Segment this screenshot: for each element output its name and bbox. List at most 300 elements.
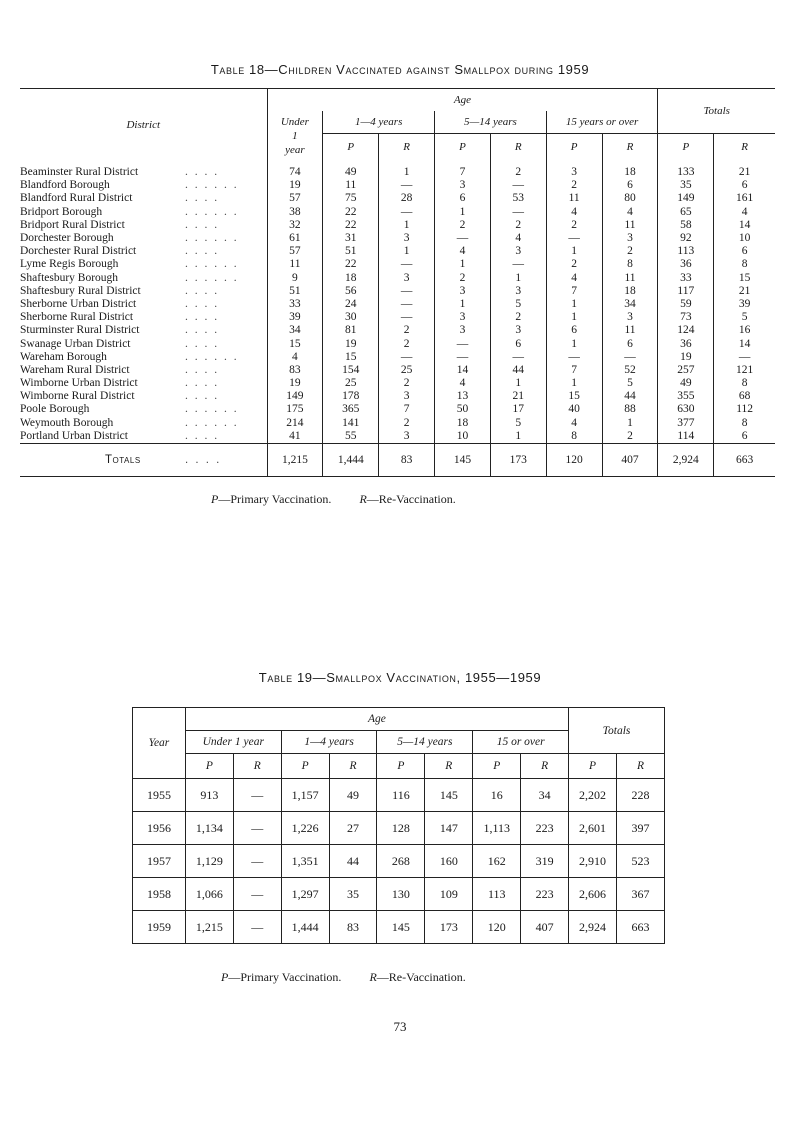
totals-header: Totals xyxy=(658,89,775,134)
district-name: Wimborne Urban District xyxy=(20,377,138,390)
leader-dots: . . . . . . xyxy=(185,403,239,416)
table-cell: 365 xyxy=(323,403,379,416)
table-cell: 1,066 xyxy=(185,878,233,911)
table-cell: 1,157 xyxy=(281,779,329,812)
leader-dots: . . . . xyxy=(185,324,220,337)
table-cell: 6 xyxy=(602,337,658,350)
table-cell: 22 xyxy=(323,219,379,232)
age-header: Age xyxy=(185,708,568,731)
leader-dots: . . . . . . xyxy=(185,232,239,245)
table-cell: 39 xyxy=(267,311,323,324)
table-cell: — xyxy=(379,298,435,311)
district-cell xyxy=(20,417,267,430)
table-cell: 9 xyxy=(267,272,323,285)
district-name: Wimborne Rural District xyxy=(20,390,135,403)
table-cell: 1 xyxy=(602,417,658,430)
table-cell: 1 xyxy=(546,311,602,324)
table-cell: 6 xyxy=(490,337,546,350)
table-cell: 18 xyxy=(323,272,379,285)
leader-dots: . . . . . . xyxy=(185,350,239,363)
table-cell: 116 xyxy=(377,779,425,812)
district-cell xyxy=(20,403,267,416)
table-cell: 21 xyxy=(490,390,546,403)
district-cell xyxy=(20,219,267,232)
district-name: Blandford Rural District xyxy=(20,192,133,205)
age-1-4-header: 1—4 years xyxy=(281,731,377,754)
table-cell: 1 xyxy=(546,337,602,350)
table-row xyxy=(20,179,775,192)
table-cell: 1 xyxy=(379,245,435,258)
district-cell xyxy=(20,232,267,245)
table-cell: 161 xyxy=(714,192,775,205)
table-cell: 2,202 xyxy=(569,779,617,812)
table-row xyxy=(20,192,775,205)
table-row xyxy=(20,364,775,377)
district-name: Swanage Urban District xyxy=(20,337,131,350)
district-cell xyxy=(20,272,267,285)
table-row xyxy=(20,324,775,337)
table-cell: 154 xyxy=(323,364,379,377)
table-cell: 5 xyxy=(490,298,546,311)
table-cell: 7 xyxy=(379,403,435,416)
district-cell xyxy=(20,351,267,364)
table-row xyxy=(133,779,665,812)
year-cell: 1955 xyxy=(133,779,186,812)
table-cell: 1,297 xyxy=(281,878,329,911)
table-cell: 2,601 xyxy=(569,812,617,845)
table-cell: — xyxy=(233,845,281,878)
table-cell: 41 xyxy=(267,430,323,444)
district-header: District xyxy=(20,89,267,161)
table-cell: 58 xyxy=(658,219,714,232)
r-header: R xyxy=(233,754,281,779)
table-cell: 1,129 xyxy=(185,845,233,878)
table-cell: 175 xyxy=(267,403,323,416)
p-header: P xyxy=(546,134,602,161)
district-name: Shaftesbury Borough xyxy=(20,271,119,284)
district-name: Weymouth Borough xyxy=(20,416,114,429)
table-cell: 1 xyxy=(546,377,602,390)
table-row xyxy=(20,311,775,324)
table-cell: 355 xyxy=(658,390,714,403)
table-cell: — xyxy=(233,878,281,911)
table-cell: — xyxy=(379,285,435,298)
table-cell: 57 xyxy=(267,245,323,258)
table-cell: 8 xyxy=(602,258,658,271)
table-cell: 10 xyxy=(714,232,775,245)
table-cell: 128 xyxy=(377,812,425,845)
leader-dots: . . . . . . xyxy=(185,271,239,284)
leader-dots: . . . . xyxy=(185,429,220,442)
table-cell: 3 xyxy=(379,272,435,285)
table-row xyxy=(20,245,775,258)
r-header: R xyxy=(617,754,665,779)
table-cell: 7 xyxy=(435,160,491,179)
r-header: R xyxy=(521,754,569,779)
table-cell: 145 xyxy=(377,911,425,944)
table-cell: 51 xyxy=(267,285,323,298)
table-row xyxy=(20,417,775,430)
table-cell: — xyxy=(435,232,491,245)
table-cell: 33 xyxy=(658,272,714,285)
leader-dots: . . . . xyxy=(185,390,220,403)
table-cell: 2,910 xyxy=(569,845,617,878)
district-cell xyxy=(20,298,267,311)
table-cell: 18 xyxy=(602,160,658,179)
table-cell: 3 xyxy=(602,311,658,324)
table-cell: 407 xyxy=(521,911,569,944)
table-cell: 6 xyxy=(602,179,658,192)
table-cell: 11 xyxy=(323,179,379,192)
table-cell: 1 xyxy=(379,219,435,232)
district-cell xyxy=(20,390,267,403)
leader-dots: . . . . xyxy=(185,297,220,310)
under-1-header: Under 1 year xyxy=(267,111,323,160)
district-name: Sturminster Rural District xyxy=(20,324,140,337)
table-cell: 1,113 xyxy=(473,812,521,845)
district-cell xyxy=(20,245,267,258)
table-cell: 81 xyxy=(323,324,379,337)
table-cell: — xyxy=(490,179,546,192)
table-cell: 33 xyxy=(267,298,323,311)
table-cell: 109 xyxy=(425,878,473,911)
table-cell: — xyxy=(233,812,281,845)
year-cell: 1956 xyxy=(133,812,186,845)
table-cell: 913 xyxy=(185,779,233,812)
totals-cell: 83 xyxy=(379,454,435,477)
table-cell: 2 xyxy=(490,219,546,232)
totals-cell: 1,444 xyxy=(323,454,379,477)
district-name: Shaftesbury Rural District xyxy=(20,284,141,297)
table-cell: 3 xyxy=(602,232,658,245)
table-cell: 49 xyxy=(323,160,379,179)
age-5-14-header: 5—14 years xyxy=(377,731,473,754)
table-cell: 15 xyxy=(267,337,323,350)
table-cell: 133 xyxy=(658,160,714,179)
table-cell: 55 xyxy=(323,430,379,444)
table-row xyxy=(20,403,775,416)
p-header: P xyxy=(281,754,329,779)
table-cell: — xyxy=(490,258,546,271)
table-cell: 178 xyxy=(323,390,379,403)
table-cell: 1,215 xyxy=(185,911,233,944)
district-name: Bridport Borough xyxy=(20,205,103,218)
table-row xyxy=(20,377,775,390)
table-row xyxy=(133,911,665,944)
table-cell: 149 xyxy=(267,390,323,403)
table-cell: 5 xyxy=(602,377,658,390)
table-cell: 8 xyxy=(714,417,775,430)
totals-cell: 173 xyxy=(490,454,546,477)
table-cell: 24 xyxy=(323,298,379,311)
leader-dots: . . . . xyxy=(185,337,220,350)
table-row xyxy=(20,430,775,444)
table-cell: 92 xyxy=(658,232,714,245)
table-cell: 18 xyxy=(435,417,491,430)
table-cell: 22 xyxy=(323,258,379,271)
table-cell: 149 xyxy=(658,192,714,205)
district-name: Sherborne Rural District xyxy=(20,311,134,324)
table-cell: 223 xyxy=(521,878,569,911)
table-cell: 11 xyxy=(546,192,602,205)
table-cell: 83 xyxy=(267,364,323,377)
table-cell: 83 xyxy=(329,911,377,944)
table-cell: — xyxy=(379,311,435,324)
table-cell: 147 xyxy=(425,812,473,845)
table-cell: 1 xyxy=(490,377,546,390)
page-number: 73 xyxy=(393,1019,407,1034)
table-cell: 21 xyxy=(714,160,775,179)
table-cell: 7 xyxy=(546,364,602,377)
table-cell: 5 xyxy=(490,417,546,430)
r-header: R xyxy=(379,134,435,161)
table-cell: 52 xyxy=(602,364,658,377)
table-cell: 11 xyxy=(602,324,658,337)
table-cell: 15 xyxy=(714,272,775,285)
table-cell: 4 xyxy=(435,245,491,258)
table-cell: 4 xyxy=(546,272,602,285)
table-cell: 3 xyxy=(379,390,435,403)
table-cell: 34 xyxy=(521,779,569,812)
district-name: Beaminster Rural District xyxy=(20,166,139,179)
table-18-legend: P—Primary Vaccination. R—Re-Vaccination. xyxy=(211,492,456,506)
table-cell: 1,351 xyxy=(281,845,329,878)
table-cell: 663 xyxy=(617,911,665,944)
table-cell: 367 xyxy=(617,878,665,911)
table-cell: 141 xyxy=(323,417,379,430)
district-cell xyxy=(20,258,267,271)
table-18 xyxy=(20,88,775,477)
totals-cell: 120 xyxy=(546,454,602,477)
totals-cell: 663 xyxy=(714,454,775,477)
table-cell: 16 xyxy=(714,324,775,337)
table-cell: 6 xyxy=(714,245,775,258)
district-cell xyxy=(20,311,267,324)
totals-cell: 2,924 xyxy=(658,454,714,477)
table-cell: 130 xyxy=(377,878,425,911)
leader-dots: . . . . xyxy=(185,377,220,390)
table-cell: 11 xyxy=(267,258,323,271)
table-cell: 49 xyxy=(658,377,714,390)
table-cell: 1 xyxy=(546,298,602,311)
table-cell: 13 xyxy=(435,390,491,403)
table-cell: 38 xyxy=(267,206,323,219)
table-cell: 120 xyxy=(473,911,521,944)
table-cell: 56 xyxy=(323,285,379,298)
table-cell: 3 xyxy=(379,430,435,444)
table-cell: 117 xyxy=(658,285,714,298)
table-cell: 1 xyxy=(490,430,546,444)
age-1-4-header: 1—4 years xyxy=(323,111,435,134)
table-cell: 19 xyxy=(658,351,714,364)
table-cell: — xyxy=(490,351,546,364)
table-cell: 162 xyxy=(473,845,521,878)
table-cell: 4 xyxy=(546,417,602,430)
p-header: P xyxy=(323,134,379,161)
table-cell: 2 xyxy=(490,160,546,179)
table-row xyxy=(20,206,775,219)
district-name: Sherborne Urban District xyxy=(20,297,137,310)
district-cell xyxy=(20,377,267,390)
p-header: P xyxy=(377,754,425,779)
table-cell: 3 xyxy=(435,179,491,192)
age-5-14-header: 5—14 years xyxy=(435,111,547,134)
table-cell: 49 xyxy=(329,779,377,812)
table-cell: 2 xyxy=(602,430,658,444)
table-cell: 2,924 xyxy=(569,911,617,944)
table-19-legend: P—Primary Vaccination. R—Re-Vaccination. xyxy=(221,970,466,984)
table-cell: — xyxy=(602,351,658,364)
table-cell: 68 xyxy=(714,390,775,403)
leader-dots: . . . . xyxy=(185,284,220,297)
table-cell: 121 xyxy=(714,364,775,377)
table-cell: 3 xyxy=(546,160,602,179)
table-cell: 11 xyxy=(602,272,658,285)
table-row xyxy=(20,337,775,350)
table-cell: 53 xyxy=(490,192,546,205)
totals-row: Totals . . . . 1,215 1,444 83 145 173 120 407 2,924 663 xyxy=(20,454,775,477)
table-cell: 7 xyxy=(546,285,602,298)
table-cell: 2 xyxy=(379,337,435,350)
district-name: Dorchester Borough xyxy=(20,232,114,245)
table-cell: 1,444 xyxy=(281,911,329,944)
p-header: P xyxy=(435,134,491,161)
table-cell: 2 xyxy=(379,377,435,390)
table-cell: 6 xyxy=(546,324,602,337)
age-15-over-header: 15 years or over xyxy=(546,111,658,134)
leader-dots: . . . . xyxy=(185,166,220,179)
table-cell: 397 xyxy=(617,812,665,845)
table-cell: 11 xyxy=(602,219,658,232)
table-cell: 88 xyxy=(602,403,658,416)
table-cell: 523 xyxy=(617,845,665,878)
table-cell: 19 xyxy=(267,179,323,192)
table-cell: 17 xyxy=(490,403,546,416)
table-cell: — xyxy=(714,351,775,364)
table-cell: 14 xyxy=(714,219,775,232)
table-cell: 113 xyxy=(658,245,714,258)
leader-dots: . . . . . . xyxy=(185,258,239,271)
table-cell: 1,226 xyxy=(281,812,329,845)
table-cell: 145 xyxy=(425,779,473,812)
leader-dots: . . . . xyxy=(185,245,220,258)
table-cell: 6 xyxy=(714,430,775,444)
table-cell: 319 xyxy=(521,845,569,878)
table-cell: 25 xyxy=(379,364,435,377)
table-cell: — xyxy=(546,232,602,245)
table-cell: 65 xyxy=(658,206,714,219)
table-cell: — xyxy=(379,258,435,271)
table-cell: 6 xyxy=(714,179,775,192)
table-row xyxy=(20,272,775,285)
table-cell: 35 xyxy=(658,179,714,192)
table-cell: 2 xyxy=(435,272,491,285)
table-cell: 3 xyxy=(490,324,546,337)
leader-dots: . . . . . . xyxy=(185,416,239,429)
table-cell: 6 xyxy=(435,192,491,205)
table-cell: 268 xyxy=(377,845,425,878)
table-cell: 14 xyxy=(714,337,775,350)
table-cell: 14 xyxy=(435,364,491,377)
table-cell: 25 xyxy=(323,377,379,390)
age-15-over-header: 15 or over xyxy=(473,731,569,754)
table-row xyxy=(20,390,775,403)
leader-dots: . . . . xyxy=(185,363,220,376)
table-cell: 34 xyxy=(602,298,658,311)
table-cell: 113 xyxy=(473,878,521,911)
table-cell: 21 xyxy=(714,285,775,298)
table-18-title: Table 18—Children Vaccinated against Smallpox during 1959 xyxy=(210,62,590,77)
table-cell: 73 xyxy=(658,311,714,324)
year-cell: 1957 xyxy=(133,845,186,878)
table-cell: 57 xyxy=(267,192,323,205)
table-cell: — xyxy=(233,911,281,944)
table-cell: 40 xyxy=(546,403,602,416)
leader-dots: . . . . . . xyxy=(185,205,239,218)
district-cell xyxy=(20,364,267,377)
table-cell: — xyxy=(490,206,546,219)
table-row xyxy=(133,812,665,845)
table-cell: 4 xyxy=(602,206,658,219)
table-cell: — xyxy=(379,351,435,364)
district-cell xyxy=(20,206,267,219)
table-cell: 1 xyxy=(490,272,546,285)
table-cell: 28 xyxy=(379,192,435,205)
under-1-header: Under 1 year xyxy=(185,731,281,754)
table-cell: 4 xyxy=(714,206,775,219)
table-cell: 8 xyxy=(546,430,602,444)
district-cell xyxy=(20,430,267,444)
table-cell: 51 xyxy=(323,245,379,258)
table-cell: 19 xyxy=(323,337,379,350)
table-cell: 16 xyxy=(473,779,521,812)
table-cell: 173 xyxy=(425,911,473,944)
table-cell: 15 xyxy=(546,390,602,403)
table-19 xyxy=(132,707,665,944)
table-cell: 1 xyxy=(379,160,435,179)
table-cell: 44 xyxy=(490,364,546,377)
table-cell: 3 xyxy=(435,311,491,324)
table-cell: — xyxy=(379,179,435,192)
table-cell: 10 xyxy=(435,430,491,444)
table-cell: 112 xyxy=(714,403,775,416)
table-cell: 2 xyxy=(379,417,435,430)
table-cell: 257 xyxy=(658,364,714,377)
totals-cell: 1,215 xyxy=(267,454,323,477)
leader-dots: . . . . xyxy=(185,311,220,324)
table-cell: 4 xyxy=(490,232,546,245)
district-name: Lyme Regis Borough xyxy=(20,258,119,271)
table-cell: 19 xyxy=(267,377,323,390)
totals-cell: 407 xyxy=(602,454,658,477)
district-name: Wareham Rural District xyxy=(20,363,130,376)
table-cell: 39 xyxy=(714,298,775,311)
table-cell: 2 xyxy=(602,245,658,258)
totals-label: Totals xyxy=(105,453,141,466)
table-cell: 8 xyxy=(714,377,775,390)
table-cell: 630 xyxy=(658,403,714,416)
table-row xyxy=(20,258,775,271)
table-cell: 2 xyxy=(546,219,602,232)
age-header: Age xyxy=(267,89,658,112)
table-cell: 114 xyxy=(658,430,714,444)
district-cell xyxy=(20,285,267,298)
table-cell: 4 xyxy=(435,377,491,390)
district-cell xyxy=(20,337,267,350)
p-header: P xyxy=(569,754,617,779)
p-header: P xyxy=(658,134,714,161)
table-cell: 2 xyxy=(379,324,435,337)
